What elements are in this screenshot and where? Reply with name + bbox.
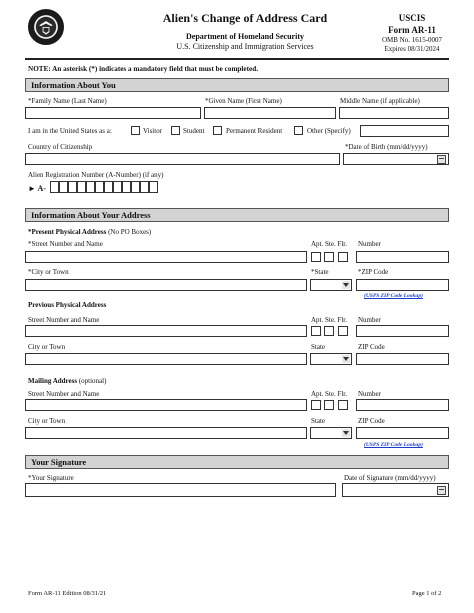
status-student-label: Student (183, 127, 205, 135)
mailing-ste-checkbox[interactable] (324, 400, 334, 410)
status-other-specify-input[interactable] (360, 125, 449, 137)
present-zip-lookup-link[interactable]: (USPS ZIP Code Lookup) (364, 293, 423, 299)
previous-zip-label: ZIP Code (358, 343, 385, 351)
anumber-digit[interactable] (140, 181, 149, 193)
chevron-down-icon (343, 283, 349, 287)
signature-date-label: Date of Signature (mm/dd/yyyy) (344, 474, 436, 482)
status-visitor-checkbox[interactable] (131, 126, 140, 135)
anumber-digit[interactable] (113, 181, 122, 193)
signature-date-input[interactable] (342, 483, 449, 497)
status-student-checkbox[interactable] (171, 126, 180, 135)
given-name-label: *Given Name (First Name) (205, 97, 282, 105)
page-number: Page 1 of 2 (412, 590, 442, 597)
mailing-unit-number-input[interactable] (356, 399, 449, 411)
mailing-zip-lookup-link[interactable]: (USPS ZIP Code Lookup) (364, 442, 423, 448)
anumber-digit[interactable] (122, 181, 131, 193)
present-state-label: *State (311, 268, 329, 276)
anumber-digit[interactable] (149, 181, 158, 193)
middle-name-label: Middle Name (if applicable) (340, 97, 420, 105)
present-street-input[interactable] (25, 251, 307, 263)
anumber-label: Alien Registration Number (A-Number) (if any) (28, 171, 164, 179)
mailing-city-input[interactable] (25, 427, 307, 439)
status-other-label: Other (Specify) (307, 127, 351, 135)
previous-address-heading: Previous Physical Address (28, 301, 107, 309)
family-name-input[interactable] (25, 107, 201, 119)
anumber-digit[interactable] (68, 181, 77, 193)
anumber-digit[interactable] (95, 181, 104, 193)
anumber-digit[interactable] (50, 181, 59, 193)
present-number-label: Number (358, 240, 381, 248)
agency-name: U.S. Citizenship and Immigration Services (176, 42, 314, 51)
previous-ste-checkbox[interactable] (324, 326, 334, 336)
mailing-state-select[interactable] (310, 427, 352, 439)
section-address: Information About Your Address (25, 208, 449, 222)
chevron-down-icon (343, 431, 349, 435)
previous-city-label: City or Town (28, 343, 66, 351)
anumber-digit[interactable] (86, 181, 95, 193)
anumber-digit[interactable] (59, 181, 68, 193)
anumber-digit[interactable] (77, 181, 86, 193)
dob-label: *Date of Birth (mm/dd/yyyy) (345, 143, 428, 151)
mailing-flr-checkbox[interactable] (338, 400, 348, 410)
mailing-street-input[interactable] (25, 399, 307, 411)
anumber-prefix: ► A- (28, 184, 46, 193)
present-city-input[interactable] (25, 279, 307, 291)
present-street-label: *Street Number and Name (28, 240, 103, 248)
previous-street-label: Street Number and Name (28, 316, 100, 324)
signature-input[interactable] (25, 483, 336, 497)
family-name-label: *Family Name (Last Name) (28, 97, 107, 105)
signature-label: *Your Signature (28, 474, 74, 482)
present-unit-label: Apt. Ste. Flr. (311, 240, 347, 248)
previous-unit-label: Apt. Ste. Flr. (311, 316, 347, 324)
header-divider (25, 58, 449, 60)
present-ste-checkbox[interactable] (324, 252, 334, 262)
omb-number: OMB No. 1615-0007 (381, 36, 443, 44)
expiration-date: Expires 08/31/2024 (384, 45, 440, 53)
present-city-label: *City or Town (28, 268, 69, 276)
present-zip-label: *ZIP Code (358, 268, 389, 276)
anumber-digit[interactable] (131, 181, 140, 193)
previous-zip-input[interactable] (356, 353, 449, 365)
dhs-seal-logo (28, 9, 64, 45)
previous-state-select[interactable] (310, 353, 352, 365)
mailing-state-label: State (311, 417, 325, 425)
previous-apt-checkbox[interactable] (311, 326, 321, 336)
form-edition: Form AR-11 Edition 08/31/21 (28, 590, 107, 597)
status-prompt: I am in the United States as a: (28, 127, 112, 135)
previous-city-input[interactable] (25, 353, 307, 365)
department-name: Department of Homeland Security (186, 32, 304, 41)
mailing-apt-checkbox[interactable] (311, 400, 321, 410)
anumber-digit[interactable] (104, 181, 113, 193)
present-unit-number-input[interactable] (356, 251, 449, 263)
given-name-input[interactable] (204, 107, 336, 119)
mailing-address-heading: Mailing Address (optional) (28, 377, 107, 385)
present-apt-checkbox[interactable] (311, 252, 321, 262)
section-signature: Your Signature (25, 455, 449, 469)
present-zip-input[interactable] (356, 279, 449, 291)
present-flr-checkbox[interactable] (338, 252, 348, 262)
present-state-select[interactable] (310, 279, 352, 291)
section-about-you: Information About You (25, 78, 449, 92)
mailing-zip-input[interactable] (356, 427, 449, 439)
mailing-unit-label: Apt. Ste. Flr. (311, 390, 347, 398)
dob-input[interactable] (343, 153, 449, 165)
previous-unit-number-input[interactable] (356, 325, 449, 337)
form-title: Alien's Change of Address Card (162, 11, 328, 25)
status-permanent-resident-checkbox[interactable] (213, 126, 222, 135)
country-label: Country of Citizenship (28, 143, 93, 151)
chevron-down-icon (343, 357, 349, 361)
previous-street-input[interactable] (25, 325, 307, 337)
mailing-zip-label: ZIP Code (358, 417, 385, 425)
calendar-icon[interactable] (437, 486, 446, 495)
calendar-icon[interactable] (437, 155, 446, 164)
mailing-city-label: City or Town (28, 417, 66, 425)
status-permanent-resident-label: Permanent Resident (226, 127, 283, 135)
status-visitor-label: Visitor (143, 127, 163, 135)
agency-short: USCIS (398, 13, 426, 23)
middle-name-input[interactable] (339, 107, 449, 119)
mandatory-note: NOTE: An asterisk (*) indicates a mandatory field that must be completed. (28, 65, 258, 73)
country-input[interactable] (25, 153, 340, 165)
previous-number-label: Number (358, 316, 381, 324)
present-address-heading: *Present Physical Address (No PO Boxes) (28, 228, 152, 236)
previous-flr-checkbox[interactable] (338, 326, 348, 336)
status-other-checkbox[interactable] (294, 126, 303, 135)
form-number: Form AR-11 (388, 25, 436, 35)
mailing-number-label: Number (358, 390, 381, 398)
previous-state-label: State (311, 343, 325, 351)
mailing-street-label: Street Number and Name (28, 390, 100, 398)
